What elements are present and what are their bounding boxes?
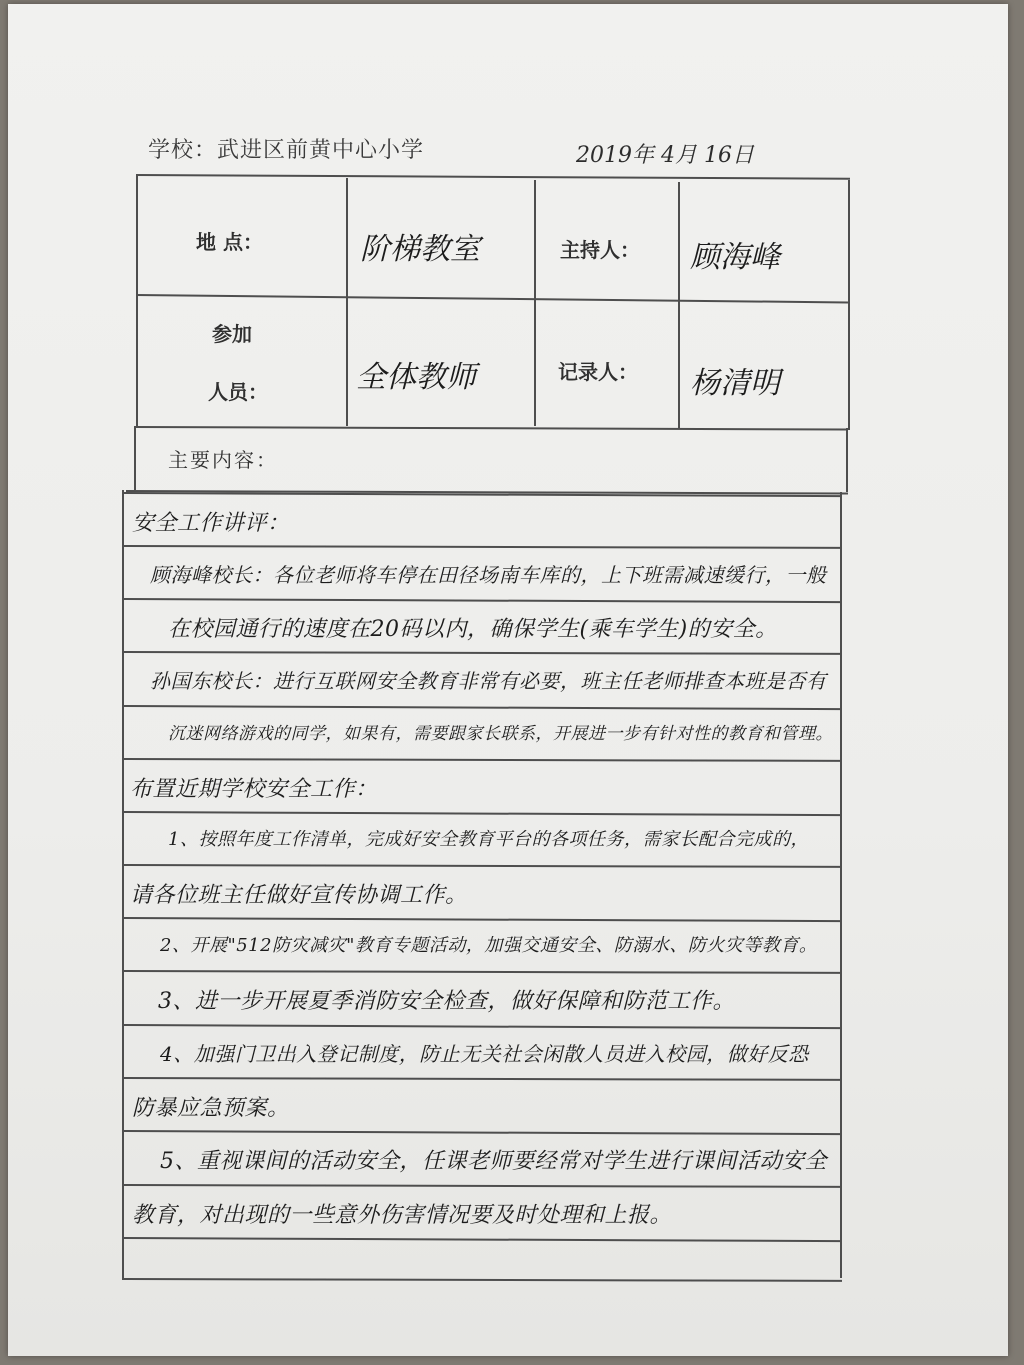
content-line: 教育，对出现的一些意外伤害情况要及时处理和上报。 [132,1203,673,1228]
content-left-border [134,426,136,490]
host-label: 主持人： [560,238,640,262]
host-value: 顾海峰 [690,240,780,275]
content-line: 1、按照年度工作清单，完成好安全教育平台的各项任务，需家长配合完成的， [168,829,809,850]
attendees-label-line2: 人员： [208,380,268,404]
content-line: 4、加强门卫出入登记制度，防止无关社会闲散人员进入校园，做好反恐 [160,1042,809,1066]
table-col2-divider [534,180,536,426]
main-content-label: 主要内容： [168,448,278,472]
content-line: 在校园通行的速度在20码以内，确保学生(乘车学生)的安全。 [168,617,778,642]
content-line: 沉迷网络游戏的同学，如果有，需要跟家长联系，开展进一步有针对性的教育和管理。 [168,724,833,744]
attendees-value: 全体教师 [356,360,476,395]
content-line: 孙国东校长：进行互联网安全教育非常有必要，班主任老师排查本班是否有 [150,669,827,693]
content-line: 3、进一步开展夏季消防安全检查，做好保障和防范工作。 [158,989,735,1014]
content-line: 安全工作讲评： [132,511,290,536]
attendees-label-line1: 参加 [212,322,252,346]
content-line: 5、重视课间的活动安全，任课老师要经常对学生进行课间活动安全 [160,1149,827,1174]
content-line: 顾海峰校长：各位老师将车停在田径场南车库的，上下班需减速缓行，一般 [150,563,827,587]
location-label: 地 点： [196,230,263,254]
content-line: 2、开展"512防灾减灾"教育专题活动，加强交通安全、防溺水、防火灾等教育。 [160,935,818,956]
recorder-label: 记录人： [558,360,638,384]
content-line: 请各位班主任做好宣传协调工作。 [130,883,468,908]
table-right-border [848,180,850,430]
table-left-border [136,174,138,428]
table-col3-divider [678,182,680,428]
location-value: 阶梯教室 [360,232,480,267]
lined-area-left-border [122,490,124,1278]
recorder-value: 杨清明 [690,366,780,401]
content-right-border [846,428,848,492]
school-name: 学校：武进区前黄中心小学 [148,138,425,163]
content-line: 布置近期学校安全工作： [130,777,378,802]
content-line: 防暴应急预案。 [132,1096,290,1121]
table-col1-divider [346,178,348,426]
lined-area-right-border [840,492,842,1278]
meeting-date: 2019年 4月 16日 [576,143,754,168]
